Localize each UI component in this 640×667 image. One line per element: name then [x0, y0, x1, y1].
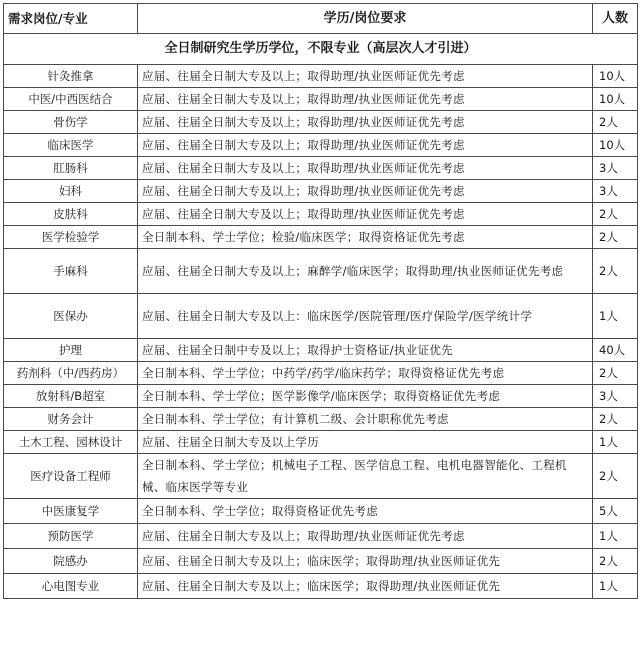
count-cell: 3人 — [593, 385, 638, 408]
dept-cell: 妇科 — [4, 180, 138, 203]
dept-cell: 医疗设备工程师 — [4, 454, 138, 499]
count-cell: 2人 — [593, 549, 638, 574]
table-row — [4, 134, 638, 157]
count-cell: 1人 — [593, 294, 638, 339]
dept-cell: 针灸推拿 — [4, 65, 138, 88]
dept-cell: 心电图专业 — [4, 574, 138, 599]
count-cell: 1人 — [593, 431, 638, 454]
table-row — [4, 226, 638, 249]
table-row — [4, 499, 638, 524]
dept-cell: 中医/中西医结合 — [4, 88, 138, 111]
requirement-cell: 全日制本科、学士学位；检验/临床医学；取得资格证优先考虑 — [138, 226, 593, 249]
table-row — [4, 524, 638, 549]
requirement-cell: 应届、往届全日制大专及以上：临床医学/医院管理/医疗保险学/医学统计学 — [138, 294, 593, 339]
dept-cell: 财务会计 — [4, 408, 138, 431]
dept-cell: 护理 — [4, 339, 138, 362]
dept-cell: 放射科/B超室 — [4, 385, 138, 408]
table-row — [4, 408, 638, 431]
requirement-cell: 应届、往届全日制大专及以上；取得助理/执业医师证优先考虑 — [138, 524, 593, 549]
count-cell: 2人 — [593, 454, 638, 499]
count-cell: 2人 — [593, 249, 638, 294]
count-cell: 5人 — [593, 499, 638, 524]
dept-cell: 临床医学 — [4, 134, 138, 157]
count-cell: 2人 — [593, 226, 638, 249]
dept-cell: 骨伤学 — [4, 111, 138, 134]
banner-text: 全日制研究生学历学位，不限专业（高层次人才引进） — [4, 34, 638, 65]
requirement-cell: 应届、往届全日制大专及以上；取得助理/执业医师证优先考虑 — [138, 111, 593, 134]
table-row — [4, 385, 638, 408]
dept-cell: 院感办 — [4, 549, 138, 574]
requirement-cell: 应届、往届全日制大专及以上；麻醉学/临床医学；取得助理/执业医师证优先考虑 — [138, 249, 593, 294]
requirement-cell: 应届、往届全日制大专及以上；临床医学；取得助理/执业医师证优先 — [138, 574, 593, 599]
requirement-cell: 应届、往届全日制大专及以上；取得助理/执业医师证优先考虑 — [138, 134, 593, 157]
table-row — [4, 362, 638, 385]
header-requirements: 学历/岗位要求 — [138, 4, 593, 34]
count-cell: 2人 — [593, 362, 638, 385]
requirement-cell: 应届、往届全日制大专及以上；取得助理/执业医师证优先考虑 — [138, 88, 593, 111]
requirement-cell: 应届、往届全日制大专及以上；取得助理/执业医师证优先考虑 — [138, 65, 593, 88]
count-cell: 10人 — [593, 134, 638, 157]
table-row — [4, 180, 638, 203]
dept-cell: 预防医学 — [4, 524, 138, 549]
dept-cell: 医保办 — [4, 294, 138, 339]
dept-cell: 皮肤科 — [4, 203, 138, 226]
requirement-cell: 应届、往届全日制大专及以上；临床医学；取得助理/执业医师证优先 — [138, 549, 593, 574]
requirement-cell: 全日制本科、学士学位；机械电子工程、医学信息工程、电机电器智能化、工程机械、临床医学等专业 — [138, 454, 593, 499]
count-cell: 3人 — [593, 157, 638, 180]
header-count: 人数 — [593, 4, 638, 34]
dept-cell: 中医康复学 — [4, 499, 138, 524]
table-row — [4, 203, 638, 226]
banner-row — [4, 34, 638, 65]
dept-cell: 肛肠科 — [4, 157, 138, 180]
requirement-cell: 全日制本科、学士学位；中药学/药学/临床药学；取得资格证优先考虑 — [138, 362, 593, 385]
count-cell: 1人 — [593, 574, 638, 599]
table-row — [4, 294, 638, 339]
dept-cell: 医学检验学 — [4, 226, 138, 249]
table-row — [4, 111, 638, 134]
table-row — [4, 431, 638, 454]
count-cell: 40人 — [593, 339, 638, 362]
requirement-cell: 全日制本科、学士学位；有计算机二级、会计职称优先考虑 — [138, 408, 593, 431]
header-row — [4, 4, 638, 34]
requirement-cell: 应届、往届全日制大专及以上学历 — [138, 431, 593, 454]
count-cell: 2人 — [593, 111, 638, 134]
count-cell: 3人 — [593, 180, 638, 203]
table-row — [4, 65, 638, 88]
header-position: 需求岗位/专业 — [4, 4, 138, 34]
requirement-cell: 应届、往届全日制大专及以上；取得助理/执业医师证优先考虑 — [138, 203, 593, 226]
dept-cell: 手麻科 — [4, 249, 138, 294]
requirement-cell: 应届、往届全日制中专及以上；取得护士资格证/执业证优先 — [138, 339, 593, 362]
table-row — [4, 157, 638, 180]
count-cell: 2人 — [593, 203, 638, 226]
count-cell: 10人 — [593, 88, 638, 111]
table-row — [4, 549, 638, 574]
table-row — [4, 88, 638, 111]
count-cell: 10人 — [593, 65, 638, 88]
recruitment-table — [3, 3, 638, 599]
dept-cell: 药剂科（中/西药房） — [4, 362, 138, 385]
count-cell: 2人 — [593, 408, 638, 431]
dept-cell: 土木工程、园林设计 — [4, 431, 138, 454]
requirement-cell: 应届、往届全日制大专及以上；取得助理/执业医师证优先考虑 — [138, 180, 593, 203]
table-row — [4, 339, 638, 362]
table-row — [4, 574, 638, 599]
requirement-cell: 应届、往届全日制大专及以上；取得助理/执业医师证优先考虑 — [138, 157, 593, 180]
requirement-cell: 全日制本科、学士学位；医学影像学/临床医学；取得资格证优先考虑 — [138, 385, 593, 408]
table-row — [4, 454, 638, 499]
count-cell: 1人 — [593, 524, 638, 549]
table-row — [4, 249, 638, 294]
requirement-cell: 全日制本科、学士学位；取得资格证优先考虑 — [138, 499, 593, 524]
